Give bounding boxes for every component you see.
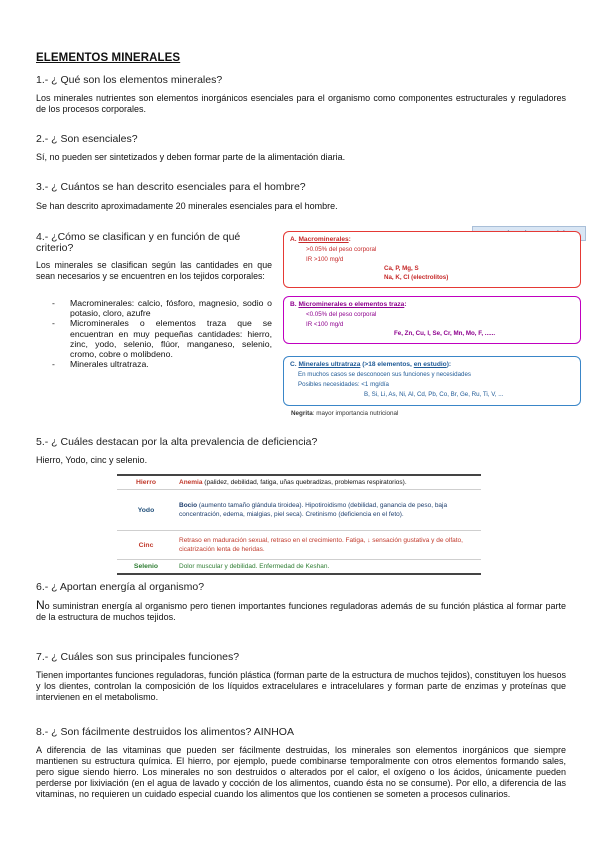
mineral-name: Yodo (117, 490, 175, 531)
note-rest: : mayor importancia nutricional (312, 410, 399, 417)
deficiency-description (175, 475, 481, 490)
deficiency-text: (palidez, debilidad, fatiga, uñas quebradizas, problemas respiratorios). (202, 479, 407, 486)
mineral-name: Cinc (117, 531, 175, 560)
question-3: 3.- ¿ Cuántos se han descrito esenciales para el hombre? (36, 181, 306, 193)
answer-7: Tienen importantes funciones reguladoras, función plástica (forman parte de la estructura de muchos tejidos), constituyen los huesos y los dientes, controlan la composición de los líquidos extracelulares e intracelulares y forman parte de enzimas y proteínas que intervienen en el metabolismo. (36, 670, 566, 702)
table-row (117, 475, 481, 490)
answer-1: Los minerales nutrientes son elementos inorgánicos esenciales para el organismo como componentes estructurales y reguladores de los procesos corporales. (36, 93, 566, 114)
answer-6 (36, 600, 566, 623)
question-8: 8.- ¿ Son fácilmente destruidos los alimentos? AINHOA (36, 726, 294, 738)
deficiency-text: Retraso en maduración sexual, retraso en el crecimiento. Fatiga, ↓ sensación gustativa y de olfato, cicatrización lenta de heridas. (179, 537, 463, 553)
deficiency-text: Dolor muscular y debilidad. Enfermedad de Keshan. (179, 563, 330, 570)
macro-elements-1: Ca, P, Mg, S (384, 265, 419, 272)
answer-8: A diferencia de las vitaminas que pueden ser fácilmente destruidas, los minerales son elementos inorgánicos que siempre mantienen su estructura química. El hierro, por ejemplo, puede combinarse temporalmente con otros elementos formando sales, pero sigue siendo hierro. Los minerales no son destruidos o alterados por el calor, el oxígeno o los ácidos, únicamente pueden perderse por lixiviación (en el agua de lavado y cocción de los alimentos, cuando ésta no se consume). Por ello, a diferencia de las vitaminas, no requieren un cuidado especial cuando los alimentos que los contienen se someten a procesos culinarios. (36, 745, 566, 799)
ultra-elements: B, Si, Li, As, Ni, Al, Cd, Pb, Co, Br, Ge, Ru, Ti, V, ... (364, 391, 504, 398)
micro-label: B. (290, 301, 297, 308)
question-4-line1: 4.- ¿Cómo se clasifican y en función de qué (36, 231, 241, 243)
question-7: 7.- ¿ Cuáles son sus principales funciones? (36, 651, 240, 663)
question-5: 5.- ¿ Cuáles destacan por la alta prevalencia de deficiencia? (36, 436, 318, 448)
macrominerals-heading: A. Macrominerales: (290, 236, 351, 243)
ultratrace-heading: C. Minerales ultratraza (>18 elementos, en estudio): (290, 361, 452, 368)
table-row (117, 531, 481, 560)
micro-elements: Fe, Zn, Cu, I, Se, Cr, Mn, Mo, F, ...... (394, 330, 496, 337)
deficiency-head: Anemia (179, 479, 203, 486)
question-2: 2.- ¿ Son esenciales? (36, 133, 138, 145)
page-title: ELEMENTOS MINERALES (36, 52, 181, 64)
answer-4: Los minerales se clasifican según las cantidades en que sean necesarios y se encuentren en los tejidos corporales: (36, 260, 272, 281)
ultra-title-suffix: (>18 elementos, (362, 361, 412, 368)
deficiency-description (175, 531, 481, 560)
answer-2: Sí, no pueden ser sintetizados y deben formar parte de la alimentación diaria. (36, 152, 346, 162)
ultra-label: C. (290, 361, 297, 368)
macro-weight: >0.05% del peso corporal (306, 246, 377, 253)
deficiency-table (117, 474, 481, 575)
question-4-line2: criterio? (36, 242, 74, 254)
ultra-title-suffix2: en estudio (413, 361, 447, 368)
question-1: 1.- ¿ Qué son los elementos minerales? (36, 74, 223, 86)
answer-3: Se han descrito aproximadamente 20 minerales esenciales para el hombre. (36, 201, 338, 211)
answer-6-initial: N (36, 598, 45, 612)
micro-weight: <0.05% del peso corporal (306, 311, 377, 318)
microminerals-heading: B. Microminerales o elementos traza: (290, 301, 407, 308)
list-item-microminerales: - Microminerales o elementos traza que se encuentran en muy pequeñas cantidades: hierro, zinc, yodo, selenio, flúor, manganeso, selenio, cromo, cobre o molibdeno. (40, 318, 272, 359)
macro-elements-2: Na, K, Cl (electrolitos) (384, 274, 449, 281)
macrominerals-box (283, 231, 581, 288)
deficiency-description (175, 560, 481, 575)
ultra-description: En muchos casos se desconocen sus funciones y necesidades (298, 371, 472, 378)
list-item-ultratraza: - Minerales ultratraza. (40, 359, 272, 369)
micro-title: Microminerales o elementos traza (298, 301, 405, 308)
ultra-title: Minerales ultratraza (298, 361, 361, 368)
macro-label: A. (290, 236, 297, 243)
table-row (117, 560, 481, 575)
table-row (117, 490, 481, 531)
microminerals-box (283, 296, 581, 344)
deficiency-description (175, 490, 481, 531)
mineral-name: Selenio (117, 560, 175, 575)
answer-5: Hierro, Yodo, cinc y selenio. (36, 455, 148, 465)
answer-6-text: o suministran energía al organismo pero tienen importantes funciones reguladoras además de su función plástica al formar parte de la estructura de muchos tejidos. (36, 601, 566, 622)
ultratrace-box (283, 356, 581, 406)
ultra-needs: Posibles necesidades: <1 mg/día (298, 381, 389, 388)
question-6: 6.- ¿ Aportan energía al organismo? (36, 581, 205, 593)
mineral-name: Hierro (117, 475, 175, 490)
list-item-macrominerales: - Macrominerales: calcio, fósforo, magnesio, sodio o potasio, cloro, azufre (40, 298, 272, 318)
micro-intake: IR <100 mg/d (306, 321, 344, 328)
classification-list (40, 298, 272, 369)
figure-note (291, 410, 398, 417)
macro-title: Macrominerales (298, 236, 349, 243)
deficiency-head: Bocio (179, 502, 198, 509)
deficiency-text: (aumento tamaño glándula tiroidea). Hipotiroidismo (debilidad, ganancia de peso, baja concentración, edema, mialgias, piel seca). Cretinismo (deficiencia en el feto). (179, 502, 448, 518)
macro-intake: IR >100 mg/d (306, 256, 344, 263)
note-bold: Negrita (291, 410, 313, 417)
